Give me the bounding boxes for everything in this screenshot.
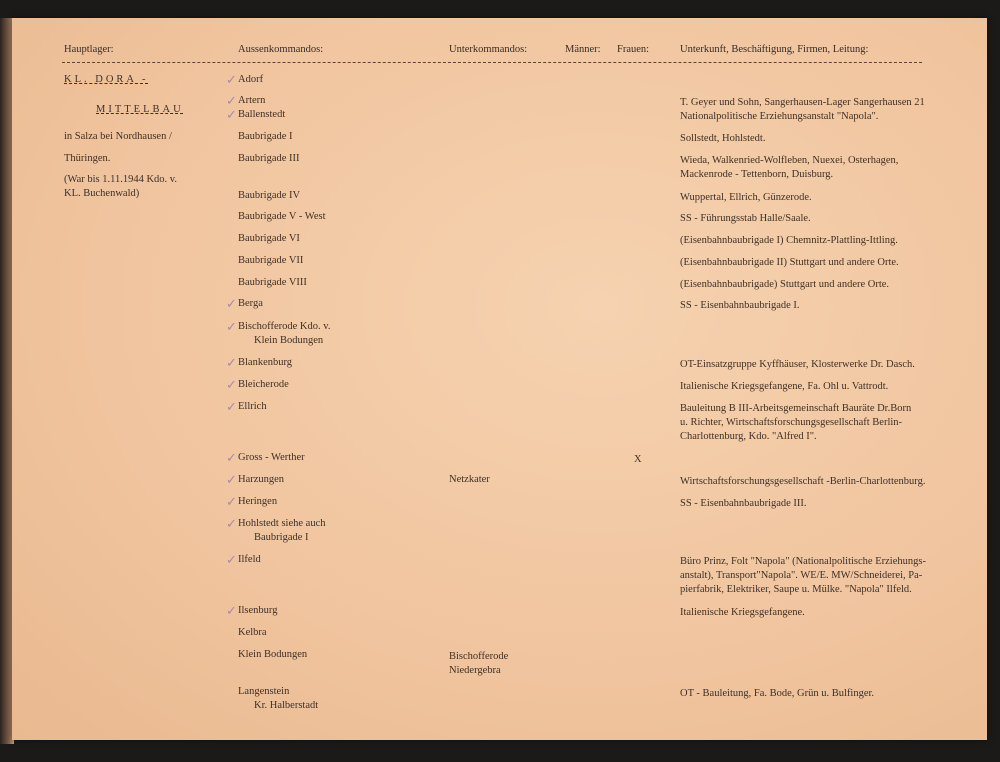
aussenkommando-item-cont: Baubrigade I [254, 532, 309, 543]
unterkunft-line: OT - Bauleitung, Fa. Bode, Grün u. Bulfinger. [680, 688, 875, 699]
aussenkommando-item: Ellrich [238, 401, 267, 412]
check-mark: ✓ [226, 355, 237, 370]
aussenkommando-item: Baubrigade IV [238, 190, 301, 201]
check-mark: ✓ [226, 552, 237, 567]
aussenkommando-item: Kelbra [238, 627, 267, 638]
unterkunft-line: Mackenrode - Tettenborn, Duisburg. [680, 169, 834, 180]
check-mark: ✓ [226, 93, 237, 108]
aussenkommando-item: Baubrigade V - West [238, 211, 326, 222]
hauptlager-region: Thüringen. [64, 153, 111, 164]
frauen-mark: X [634, 454, 642, 465]
unterkommando-item: Niedergebra [449, 665, 501, 676]
header-hauptlager: Hauptlager: [64, 44, 114, 55]
unterkunft-line: Wuppertal, Ellrich, Günzerode. [680, 192, 812, 203]
hauptlager-note: (War bis 1.11.1944 Kdo. v. [64, 174, 177, 185]
aussenkommando-item-cont: Kr. Halberstadt [254, 700, 319, 711]
unterkunft-line: Sollstedt, Hohlstedt. [680, 133, 766, 144]
unterkommando-item: Netzkater [449, 474, 490, 485]
unterkunft-line: Nationalpolitische Erziehungsanstalt "Napola". [680, 111, 879, 122]
aussenkommando-item: Blankenburg [238, 357, 293, 368]
aussenkommando-item: Gross - Werther [238, 452, 305, 463]
check-mark: ✓ [226, 72, 237, 87]
aussenkommando-item: Ilsenburg [238, 605, 278, 616]
unterkunft-line: (Eisenbahnbaubrigade) Stuttgart und andere Orte. [680, 279, 890, 290]
check-mark: ✓ [226, 319, 237, 334]
unterkunft-line: Bauleitung B III-Arbeitsgemeinschaft Bauräte Dr.Born [680, 403, 912, 414]
unterkunft-line: T. Geyer und Sohn, Sangerhausen-Lager Sangerhausen 21 [680, 97, 925, 108]
aussenkommando-item: Harzungen [238, 474, 285, 485]
aussenkommando-item: Ilfeld [238, 554, 261, 565]
check-mark: ✓ [226, 494, 237, 509]
aussenkommando-item: Klein Bodungen [238, 649, 308, 660]
document-page [12, 18, 987, 740]
aussenkommando-item: Hohlstedt siehe auch [238, 518, 326, 529]
unterkunft-line: (Eisenbahnbaubrigade II) Stuttgart und andere Orte. [680, 257, 899, 268]
check-mark: ✓ [226, 107, 237, 122]
unterkunft-line: Italienische Kriegsgefangene, Fa. Ohl u. Vattrodt. [680, 381, 889, 392]
unterkunft-line: u. Richter, Wirtschaftsforschungsgesellschaft Berlin- [680, 417, 903, 428]
check-mark: ✓ [226, 603, 237, 618]
header-aussenkommandos: Aussenkommandos: [238, 44, 324, 55]
unterkunft-line: SS - Führungsstab Halle/Saale. [680, 213, 811, 224]
header-dashed-rule [62, 62, 922, 63]
unterkunft-line: anstalt), Transport"Napola". WE/E. MW/Schneiderei, Pa- [680, 570, 923, 581]
aussenkommando-item: Bischofferode Kdo. v. [238, 321, 331, 332]
aussenkommando-item: Baubrigade VI [238, 233, 300, 244]
aussenkommando-item: Heringen [238, 496, 278, 507]
header-unterkunft: Unterkunft, Beschäftigung, Firmen, Leitung: [680, 44, 869, 55]
unterkunft-line: OT-Einsatzgruppe Kyffhäuser, Klosterwerke Dr. Dasch. [680, 359, 915, 370]
check-mark: ✓ [226, 472, 237, 487]
hauptlager-subtitle: MITTELBAU [96, 104, 184, 115]
aussenkommando-item: Baubrigade III [238, 153, 300, 164]
aussenkommando-item: Artern [238, 95, 266, 106]
check-mark: ✓ [226, 450, 237, 465]
unterkunft-line: Charlottenburg, Kdo. "Alfred I". [680, 431, 817, 442]
hauptlager-location: in Salza bei Nordhausen / [64, 131, 172, 142]
unterkunft-line: Büro Prinz, Folt "Napola" (Nationalpolitische Erziehungs- [680, 556, 926, 567]
header-frauen: Frauen: [617, 44, 650, 55]
aussenkommando-item: Bleicherode [238, 379, 289, 390]
hauptlager-title: KL. DORA - [64, 74, 149, 85]
aussenkommando-item: Baubrigade VIII [238, 277, 307, 288]
aussenkommando-item-cont: Klein Bodungen [254, 335, 324, 346]
aussenkommando-item: Langenstein [238, 686, 290, 697]
header-maenner: Männer: [565, 44, 601, 55]
unterkunft-line: Italienische Kriegsgefangene. [680, 607, 805, 618]
aussenkommando-item: Berga [238, 298, 263, 309]
unterkunft-line: Wieda, Walkenried-Wolfleben, Nuexei, Osterhagen, [680, 155, 899, 166]
unterkunft-line: (Eisenbahnbaubrigade I) Chemnitz-Plattling-Ittling. [680, 235, 898, 246]
check-mark: ✓ [226, 516, 237, 531]
unterkommando-item: Bischofferode [449, 651, 509, 662]
header-unterkommandos: Unterkommandos: [449, 44, 528, 55]
hauptlager-note-cont: KL. Buchenwald) [64, 188, 140, 199]
aussenkommando-item: Ballenstedt [238, 109, 286, 120]
unterkunft-line: Wirtschaftsforschungsgesellschaft -Berlin-Charlottenburg. [680, 476, 926, 487]
aussenkommando-item: Adorf [238, 74, 264, 85]
check-mark: ✓ [226, 377, 237, 392]
check-mark: ✓ [226, 399, 237, 414]
aussenkommando-item: Baubrigade I [238, 131, 293, 142]
aussenkommando-item: Baubrigade VII [238, 255, 304, 266]
unterkunft-line: SS - Eisenbahnbaubrigade III. [680, 498, 807, 509]
check-mark: ✓ [226, 296, 237, 311]
unterkunft-line: SS - Eisenbahnbaubrigade I. [680, 300, 800, 311]
unterkunft-line: pierfabrik, Elektriker, Saupe u. Mülke. "Napola" Ilfeld. [680, 584, 912, 595]
